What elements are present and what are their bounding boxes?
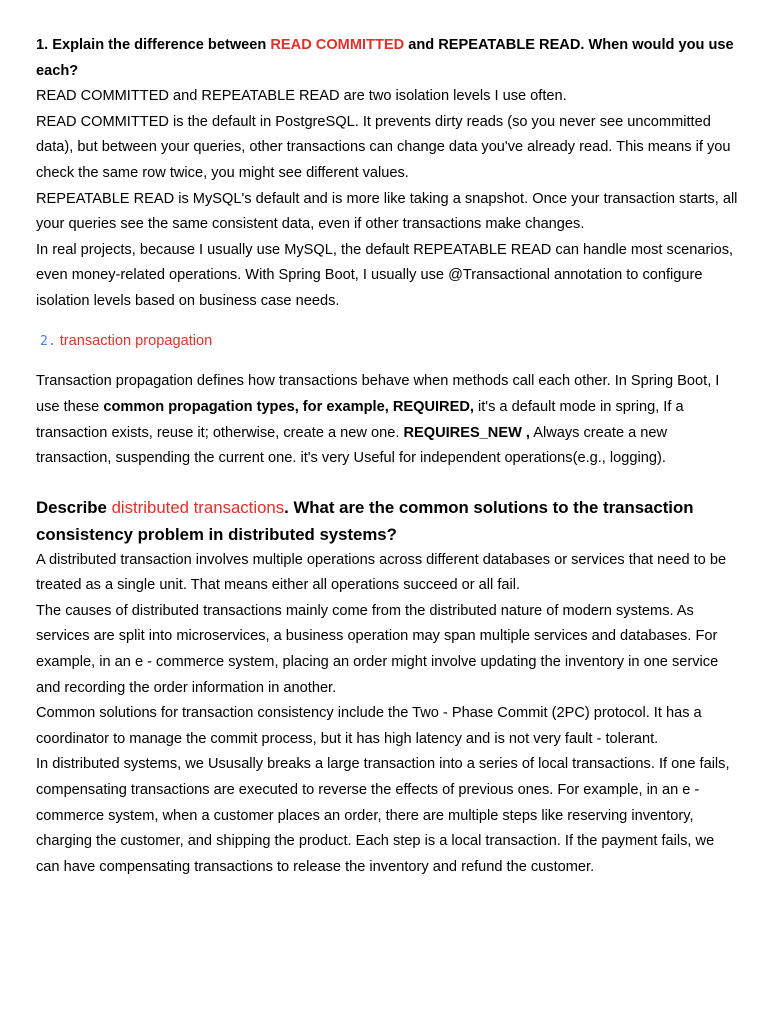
answer-3-paragraph-4: In distributed systems, we Ususally breaks a large transaction into a series of local transactions. If one fails, compensating transactions are executed to reverse the effects of previous ones. For example, in an e - commerce system, when a customer places an order, there are multiple steps like reserving inventory, charging the customer, and shipping the product. Each step is a local transaction. If the payment fails, we can have compensating transactions to release the inventory and refund the customer. [36, 756, 730, 875]
answer-1-paragraph-1: READ COMMITTED and REPEATABLE READ are two isolation levels I use often. [36, 88, 567, 105]
question-1-prefix: 1. Explain the difference between [36, 37, 271, 53]
answer-2-text-3: Always create a new transaction, suspending the current one. it's very Useful for independent operations(e.g., logging). [36, 424, 668, 467]
question-3 [36, 494, 738, 548]
question-3-suffix: . What are the common solutions to the transaction consistency problem in distributed systems? [36, 497, 694, 544]
answer-2-paragraph [36, 369, 738, 471]
answer-2-bold-1: common propagation types, for example, REQUIRED, [103, 398, 474, 415]
answer-1-paragraph-4: In real projects, because I usually use MySQL, the default REPEATABLE READ can handle most scenarios, even money-related operations. With Spring Boot, I usually use @Transactional annotation to configure isolation levels based on business case needs. [36, 241, 734, 309]
question-2 [40, 329, 738, 355]
question-1-suffix: and REPEATABLE READ. When would you use each? [36, 37, 734, 79]
answer-2-text-2: it's a default mode in spring, If a transaction exists, reuse it; otherwise, create a new one. [36, 398, 684, 441]
answer-3-paragraph-1: A distributed transaction involves multiple operations across different databases or services that need to be treated as a single unit. That means either all operations succeed or all fail. [36, 551, 727, 594]
answer-1-paragraph-2: READ COMMITTED is the default in PostgreSQL. It prevents dirty reads (so you never see uncommitted data), but between your queries, other transactions can change data you've already read. This means if you check the same row twice, you might see different values. [36, 113, 731, 181]
question-3-prefix: Describe [36, 497, 112, 517]
answer-3-paragraph-2: The causes of distributed transactions mainly come from the distributed nature of modern systems. As services are split into microservices, a business operation may span multiple services and databases. For example, in an e - commerce system, placing an order might involve updating the inventory in one service and recording the order information in another. [36, 602, 719, 696]
question-3-highlight: distributed transactions [111, 497, 285, 517]
question-1 [36, 33, 738, 84]
answer-2-bold-2: REQUIRES_NEW , [403, 424, 530, 441]
answer-1-paragraph-3: REPEATABLE READ is MySQL's default and is more like taking a snapshot. Once your transaction starts, all your queries see the same consistent data, even if other transactions make changes. [36, 190, 738, 233]
question-1-highlight: READ COMMITTED [270, 37, 405, 53]
question-2-title: transaction propagation [59, 333, 213, 350]
answer-3-paragraph-3: Common solutions for transaction consistency include the Two - Phase Commit (2PC) protocol. It has a coordinator to manage the commit process, but it has high latency and is not very fault - tolerant. [36, 705, 702, 747]
question-2-number: 2. [40, 334, 56, 350]
answer-2-text-1: Transaction propagation defines how transactions behave when methods call each other. In Spring Boot, I use these [36, 373, 720, 415]
